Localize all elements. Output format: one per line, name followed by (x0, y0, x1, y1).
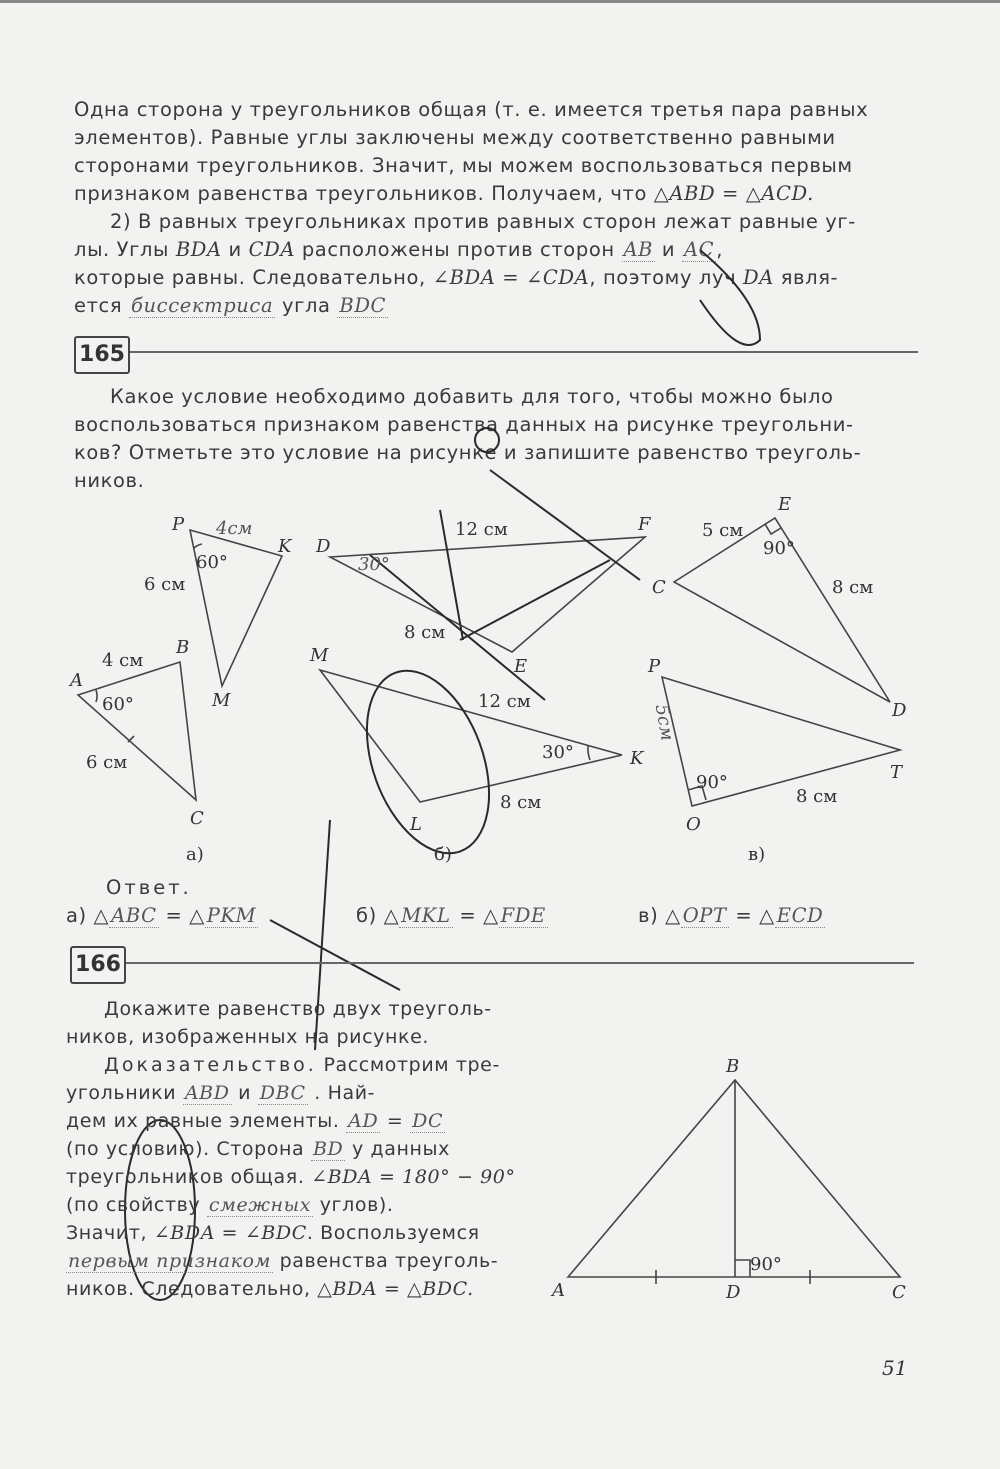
hw-po: 5см (650, 702, 678, 743)
label-k2: K (630, 748, 644, 769)
answer-c-1[interactable]: OPT (682, 904, 727, 927)
label-lk-length: 8 см (500, 792, 542, 813)
answer-adjacent[interactable]: смежных (208, 1194, 312, 1216)
label-ac-length: 6 см (86, 752, 128, 773)
task-165-line-1: Какое условие необходимо добавить для того, чтобы можно было (110, 385, 834, 408)
label-o: O (686, 814, 701, 835)
task-166-line-1: Докажите равенство двух треуголь- (104, 998, 492, 1020)
label-a: A (70, 670, 83, 691)
answer-ad[interactable]: AD (348, 1110, 379, 1132)
answer-first-criterion[interactable]: первым признаком (68, 1250, 271, 1272)
task-165-line-4: ников. (74, 469, 145, 492)
label-ed-length: 8 см (832, 577, 874, 598)
label-pm-length: 6 см (144, 574, 186, 595)
label-de-length: 8 см (404, 622, 446, 643)
answer-b: б) △ MKL = △ FDE (356, 904, 546, 927)
caption-b: б) (434, 844, 452, 865)
answer-abd[interactable]: ABD (184, 1082, 230, 1104)
answer-dbc[interactable]: DBC (259, 1082, 306, 1104)
answer-label: Ответ. (106, 876, 192, 899)
task-166-line-10: первым признаком равенства треуголь- (68, 1250, 499, 1272)
label-df-length: 12 см (455, 519, 508, 540)
answer-a-1[interactable]: ABC (111, 904, 157, 927)
answer-angle[interactable]: BDC (339, 294, 387, 317)
answer-b-2[interactable]: FDE (500, 904, 546, 927)
label-k: K (278, 536, 292, 557)
task-166-line-3: Доказательство. Рассмотрим тре- (104, 1054, 500, 1076)
answer-bd[interactable]: BD (312, 1138, 344, 1160)
angle-p: 60° (196, 552, 228, 573)
label-e: E (514, 656, 528, 677)
task-166-number: 166 (70, 946, 126, 984)
answer-c-2[interactable]: ECD (776, 904, 824, 927)
label-ot-length: 8 см (796, 786, 838, 807)
label-a-166: A (552, 1280, 565, 1301)
angle-k: 30° (542, 742, 574, 763)
label-m2: M (310, 645, 329, 666)
label-m: M (212, 690, 231, 711)
angle-a: 60° (102, 694, 134, 715)
triangle-abc (78, 662, 196, 800)
label-p2: P (648, 656, 661, 677)
intro-line-3: сторонами треугольников. Значит, мы можем воспользоваться первым (74, 154, 853, 177)
answer-c: в) △ OPT = △ ECD (638, 904, 824, 927)
answer-ac[interactable]: AC (684, 238, 715, 261)
label-c: C (190, 808, 204, 829)
label-b-166: B (726, 1056, 740, 1077)
angle-e: 90° (763, 538, 795, 559)
label-d-166: D (726, 1282, 741, 1303)
label-t: T (890, 762, 903, 783)
task-166-line-2: ников, изображенных на рисунке. (66, 1026, 430, 1048)
answer-b-1[interactable]: MKL (401, 904, 451, 927)
caption-c: в) (748, 844, 766, 865)
item2-line-4: ется биссектриса угла BDC (74, 294, 387, 317)
label-l: L (410, 814, 422, 835)
task-166-line-8: (по свойству смежных углов). (66, 1194, 394, 1216)
task-166-line-7: треугольников общая. ∠BDA = 180° − 90° (66, 1166, 516, 1188)
item2-line-2: лы. Углы BDA и CDA расположены против сторон AB и AC , (74, 238, 724, 261)
task-166-line-5: дем их равные элементы. AD = DC (66, 1110, 444, 1132)
item2-line-1: 2) В равных треугольниках против равных сторон лежат равные уг- (110, 210, 856, 233)
intro-line-1: Одна сторона у треугольников общая (т. е. имеется третья пара равных (74, 98, 869, 121)
triangle-abc-166 (568, 1080, 900, 1277)
answer-dc[interactable]: DC (412, 1110, 444, 1132)
label-e2: E (778, 494, 792, 515)
label-d: D (316, 536, 331, 557)
label-d2: D (892, 700, 907, 721)
task-166-line-9: Значит, ∠BDA = ∠BDC. Воспользуемся (66, 1222, 480, 1244)
task-165-line-2: воспользоваться признаком равенства данных на рисунке треугольни- (74, 413, 854, 436)
task-165-line-3: ков? Отметьте это условие на рисунке и запишите равенство треуголь- (74, 441, 862, 464)
task-166-rule (126, 962, 914, 964)
answer-a: а) △ ABC = △ PKM (66, 904, 257, 927)
task-166-line-11: ников. Следовательно, △BDA = △BDC. (66, 1278, 474, 1300)
hw-angle-d: 30° (358, 554, 390, 575)
label-ce-length: 5 см (702, 520, 744, 541)
page-number: 51 (882, 1356, 908, 1380)
angle-d-166: 90° (750, 1254, 782, 1275)
label-ab-length: 4 см (102, 650, 144, 671)
angle-o: 90° (696, 772, 728, 793)
answer-bisector[interactable]: биссектриса (131, 294, 274, 317)
answer-a-2[interactable]: PKM (206, 904, 257, 927)
label-b: B (176, 637, 190, 658)
answer-ab[interactable]: AB (623, 238, 654, 261)
task-165-number: 165 (74, 336, 130, 374)
label-c-166: C (892, 1282, 906, 1303)
intro-line-4: признаком равенства треугольников. Получаем, что △ABD = △ACD. (74, 182, 814, 205)
label-mk-length: 12 см (478, 691, 531, 712)
task-166-line-4: угольники ABD и DBC . Най- (66, 1082, 376, 1104)
item2-line-3: которые равны. Следовательно, ∠BDA = ∠CDA, поэтому луч DA явля- (74, 266, 839, 289)
label-c2: C (652, 577, 666, 598)
caption-a: а) (186, 844, 204, 865)
intro-line-2: элементов). Равные углы заключены между соответственно равными (74, 126, 836, 149)
hw-pk: 4см (216, 518, 253, 539)
task-166-line-6: (по условию). Сторона BD у данных (66, 1138, 450, 1160)
label-f: F (638, 514, 651, 535)
label-p: P (172, 514, 185, 535)
triangle-mkl (320, 670, 622, 802)
